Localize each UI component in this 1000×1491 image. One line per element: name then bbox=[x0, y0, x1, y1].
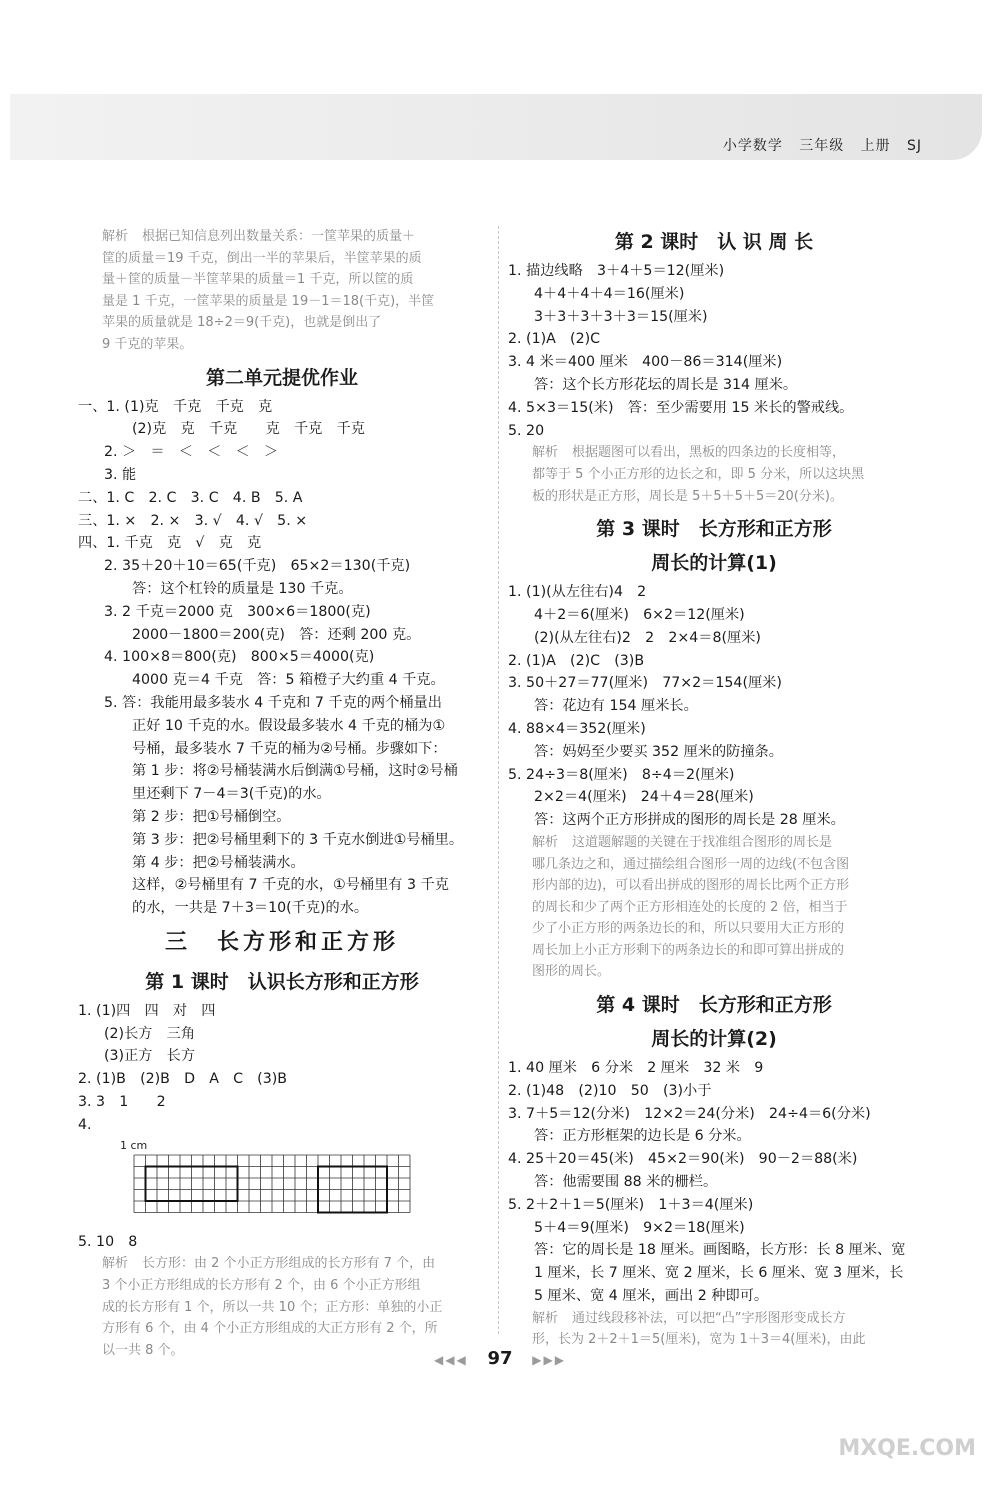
answer-list bbox=[508, 1057, 920, 1308]
answer-line: 5＋4＝9(厘米) 9×2＝18(厘米) bbox=[534, 1219, 745, 1236]
analysis-line bbox=[102, 1253, 486, 1275]
analysis-line bbox=[532, 961, 920, 983]
answer-list bbox=[78, 396, 486, 920]
answer-line: 正好 10 千克的水。假设最多装水 4 千克的桶为① bbox=[132, 717, 446, 734]
answer-line: 4＋2＝6(厘米) 6×2＝12(厘米) bbox=[534, 606, 745, 623]
right-column bbox=[508, 226, 920, 1351]
answer-line: 5. 24÷3＝8(厘米) 8÷4＝2(厘米) bbox=[508, 766, 735, 783]
header-grade: 三年级 bbox=[799, 138, 845, 154]
answer-line: 二、1. C 2. C 3. C 4. B 5. A bbox=[78, 489, 303, 506]
analysis-text: 3 个小正方形组成的长方形有 2 个，由 6 个小正方形组 bbox=[102, 1278, 421, 1294]
watermark: MXQE.COM bbox=[838, 1436, 976, 1461]
analysis-text: 哪几条边之和，通过描绘组合图形一周的边线(不包含图 bbox=[532, 856, 850, 872]
answer-line: 答：妈妈至少要买 352 厘米的防撞条。 bbox=[534, 743, 783, 760]
answer-line: 1. (1)四 四 对 四 bbox=[78, 1002, 216, 1019]
analysis-text: 9 千克的苹果。 bbox=[102, 336, 193, 352]
left-column bbox=[78, 226, 486, 1361]
analysis-note bbox=[508, 1308, 920, 1351]
analysis-text: 根据题图可以看出，黑板的四条边的长度相等， bbox=[572, 445, 846, 461]
answer-line: 2. (1)A (2)C bbox=[508, 331, 601, 348]
answer-line: 一、1. (1)克 千克 千克 克 bbox=[78, 398, 273, 415]
analysis-text: 量是 1 千克，一筐苹果的质量是 19－1＝18(千克)，半筐 bbox=[102, 293, 435, 309]
analysis-label: 解析 bbox=[532, 445, 559, 461]
answer-line: 答：花边有 154 厘米长。 bbox=[534, 698, 698, 715]
analysis-line bbox=[102, 334, 486, 356]
answer-line: 5. 10 8 bbox=[78, 1233, 138, 1250]
answer-line: 5 厘米、宽 4 厘米，画出 2 种即可。 bbox=[534, 1288, 769, 1305]
answer-line: 答：这个长方形花坛的周长是 314 厘米。 bbox=[534, 376, 798, 393]
answer-line: 1 厘米，长 7 厘米、宽 2 厘米，长 6 厘米、宽 3 厘米，长 bbox=[534, 1265, 904, 1282]
answer-line: 的水，一共是 7＋3＝10(千克)的水。 bbox=[132, 900, 369, 917]
answer-list bbox=[508, 581, 920, 832]
analysis-line bbox=[532, 940, 920, 962]
answer-line: 答：这两个正方形拼成的图形的周长是 28 厘米。 bbox=[534, 812, 845, 829]
header-subject-line bbox=[723, 135, 922, 155]
lesson-title: 第 1 课时 认识长方形和正方形 bbox=[145, 970, 419, 993]
analysis-label: 解析 bbox=[532, 834, 559, 850]
lesson-title: 第 2 课时 认 识 周 长 bbox=[614, 231, 814, 253]
answer-line: 3. 3 1 2 bbox=[78, 1094, 166, 1111]
answer-line: 3. 2 千克＝2000 克 300×6＝1800(克) bbox=[104, 603, 371, 620]
answer-line: 4. 5×3＝15(米) 答：至少需要用 15 米长的警戒线。 bbox=[508, 399, 854, 416]
answer-line: 这样，②号桶里有 7 千克的水，①号桶里有 3 千克 bbox=[132, 877, 449, 894]
analysis-text: 少了小正方形的两条边长的和，所以只要用大正方形的 bbox=[532, 921, 845, 937]
answer-line: 5. 2＋2＋1＝5(厘米) 1＋3＝4(厘米) bbox=[508, 1196, 754, 1213]
header-volume: 上册 bbox=[860, 138, 891, 154]
answer-line: 号桶，最多装水 7 千克的桶为②号桶。步骤如下： bbox=[132, 740, 447, 757]
section-title: 第二单元提优作业 bbox=[205, 366, 358, 389]
analysis-line bbox=[102, 312, 486, 334]
analysis-text: 形内部的边)，可以看出拼成的图形的周长比两个正方形 bbox=[532, 878, 850, 894]
answer-list bbox=[78, 1000, 486, 1137]
answer-line: 1. 描边线略 3＋4＋5＝12(厘米) bbox=[508, 263, 725, 279]
header-edition: SJ bbox=[906, 138, 922, 154]
answer-line: 3. 能 bbox=[104, 466, 137, 483]
answer-line: 1. 40 厘米 6 分米 2 厘米 32 米 9 bbox=[508, 1060, 764, 1077]
analysis-text: 量＋筐的质量－半筐苹果的质量＝1 千克，所以筐的质 bbox=[102, 272, 414, 288]
answer-line: 3＋3＋3＋3＋3＝15(厘米) bbox=[534, 308, 708, 325]
answer-line: 4. 25＋20＝45(米) 45×2＝90(米) 90－2＝88(米) bbox=[508, 1151, 858, 1168]
analysis-line bbox=[532, 442, 920, 464]
answer-line: (3)正方 长方 bbox=[104, 1048, 196, 1065]
analysis-label: 解析 bbox=[102, 229, 129, 244]
analysis-note bbox=[78, 226, 486, 356]
answer-line: 5. 20 bbox=[508, 422, 545, 439]
answer-line: 2000－1800＝200(克) 答：还剩 200 克。 bbox=[132, 626, 421, 643]
analysis-text: 成的长方形有 1 个，所以一共 10 个；正方形：单独的小正 bbox=[102, 1299, 443, 1315]
answer-line: 答：正方形框架的边长是 6 分米。 bbox=[534, 1128, 751, 1145]
grid-svg bbox=[118, 1141, 418, 1225]
answer-line: 第 1 步：将②号桶装满水后倒满①号桶，这时②号桶 bbox=[132, 763, 458, 780]
analysis-line bbox=[532, 1308, 920, 1330]
analysis-text: 通过线段移补法，可以把“凸”字形图形变成长方 bbox=[572, 1310, 846, 1326]
analysis-line bbox=[102, 1297, 486, 1319]
answer-line: 3. 50＋27＝77(厘米) 77×2＝154(厘米) bbox=[508, 675, 782, 692]
analysis-note bbox=[508, 832, 920, 983]
analysis-line bbox=[532, 854, 920, 876]
header-subject: 小学数学 bbox=[722, 138, 783, 154]
analysis-text: 苹果的质量就是 18÷2＝9(千克)，也就是倒出了 bbox=[102, 315, 382, 331]
column-divider bbox=[498, 226, 499, 1334]
analysis-line bbox=[532, 918, 920, 940]
analysis-text: 根据已知信息列出数量关系：一筐苹果的质量＋ bbox=[142, 229, 416, 244]
analysis-text: 的周长和少了两个正方形相连处的长度的 2 倍，相当于 bbox=[532, 899, 848, 915]
answer-list bbox=[78, 1231, 486, 1254]
answer-line: (2)(从左往右)2 2 2×4＝8(厘米) bbox=[534, 629, 761, 646]
analysis-label: 解析 bbox=[102, 1256, 129, 1272]
answer-line: 2×2＝4(厘米) 24＋4＝28(厘米) bbox=[534, 789, 754, 806]
answer-line: 2. (1)A (2)C (3)B bbox=[508, 652, 645, 669]
analysis-text: 筐的质量＝19 千克，倒出一半的苹果后，半筐苹果的质 bbox=[102, 250, 422, 266]
answer-line: 3. 7＋5＝12(分米) 12×2＝24(分米) 24÷4＝6(分米) bbox=[508, 1105, 871, 1122]
analysis-line bbox=[102, 248, 486, 270]
answer-line: 3. 4 米＝400 厘米 400－86＝314(厘米) bbox=[508, 354, 783, 371]
answer-line: 4＋4＋4＋4＝16(厘米) bbox=[534, 285, 685, 302]
analysis-text: 形，长为 2＋2＋1＝5(厘米)，宽为 1＋3＝4(厘米)，由此 bbox=[532, 1332, 866, 1348]
analysis-text: 以一共 8 个。 bbox=[102, 1342, 184, 1358]
answer-line: 里还剩下 7－4＝3(千克)的水。 bbox=[132, 786, 331, 803]
answer-list bbox=[508, 260, 920, 442]
analysis-line bbox=[102, 226, 486, 248]
answer-line: 2. (1)B (2)B D A C (3)B bbox=[78, 1071, 288, 1088]
analysis-text: 这道题解题的关键在于找准组合图形的周长是 bbox=[572, 834, 833, 850]
analysis-line bbox=[532, 875, 920, 897]
page-footer bbox=[0, 1348, 1000, 1369]
grid-figure bbox=[118, 1141, 486, 1225]
answer-line: 2. 35＋20＋10＝65(千克) 65×2＝130(千克) bbox=[104, 558, 411, 575]
analysis-text: 图形的周长。 bbox=[532, 964, 611, 980]
analysis-label: 解析 bbox=[532, 1310, 559, 1326]
answer-line: (2)长方 三角 bbox=[104, 1025, 196, 1042]
next-arrows: ▶▶▶ bbox=[532, 1353, 566, 1367]
analysis-note bbox=[508, 442, 920, 507]
prev-arrows: ◀◀◀ bbox=[434, 1353, 468, 1367]
answer-line: 第 3 步：把②号桶里剩下的 3 千克水倒进①号桶里。 bbox=[132, 831, 464, 848]
answer-line: 4000 克＝4 千克 答：5 箱橙子大约重 4 千克。 bbox=[132, 672, 445, 689]
analysis-line bbox=[532, 486, 920, 508]
analysis-note bbox=[78, 1253, 486, 1361]
analysis-line bbox=[102, 291, 486, 313]
answer-line: 第 4 步：把②号桶装满水。 bbox=[132, 854, 305, 871]
analysis-text: 方形有 6 个，由 4 个小正方形组成的大正方形有 2 个，所 bbox=[102, 1321, 438, 1337]
analysis-text: 板的形状是正方形，周长是 5＋5＋5＋5＝20(分米)。 bbox=[532, 488, 843, 504]
analysis-text: 长方形：由 2 个小正方形组成的长方形有 7 个，由 bbox=[142, 1256, 436, 1272]
analysis-line bbox=[532, 464, 920, 486]
answer-line: 2. ＞ ＝ ＜ ＜ ＜ ＞ bbox=[104, 444, 279, 461]
answer-line: (2)克 克 千克 克 千克 千克 bbox=[132, 421, 365, 438]
answer-line: 答：他需要围 88 米的栅栏。 bbox=[534, 1174, 718, 1191]
lesson-subtitle: 周长的计算(1) bbox=[651, 552, 777, 575]
answer-line: 答：这个杠铃的质量是 130 千克。 bbox=[132, 580, 353, 597]
analysis-text: 周长加上小正方形剩下的两条边长的和即可算出拼成的 bbox=[532, 942, 845, 958]
grid-scale-label: 1 cm bbox=[120, 1140, 148, 1152]
analysis-line bbox=[102, 1318, 486, 1340]
unit-title: 三 长方形和正方形 bbox=[164, 929, 399, 955]
answer-line: 答：它的周长是 18 厘米。画图略，长方形：长 8 厘米、宽 bbox=[534, 1242, 906, 1259]
analysis-line bbox=[102, 269, 486, 291]
answer-line: 四、1. 千克 克 √ 克 克 bbox=[78, 535, 262, 552]
analysis-line bbox=[532, 832, 920, 854]
answer-line: 4. 100×8＝800(克) 800×5＝4000(克) bbox=[104, 649, 375, 666]
analysis-line bbox=[532, 897, 920, 919]
lesson-title: 第 4 课时 长方形和正方形 bbox=[596, 994, 832, 1017]
answer-line: 1. (1)(从左往右)4 2 bbox=[508, 584, 647, 601]
answer-line: 2. (1)48 (2)10 50 (3)小于 bbox=[508, 1082, 712, 1099]
analysis-line bbox=[102, 1275, 486, 1297]
answer-line: 4. 88×4＝352(厘米) bbox=[508, 720, 646, 737]
answer-line: 三、1. × 2. × 3. √ 4. √ 5. × bbox=[78, 512, 308, 529]
answer-line: 第 2 步：把①号桶倒空。 bbox=[132, 808, 291, 825]
page-number: 97 bbox=[487, 1348, 513, 1369]
answer-line: 5. 答：我能用最多装水 4 千克和 7 千克的两个桶量出 bbox=[104, 694, 442, 711]
lesson-title: 第 3 课时 长方形和正方形 bbox=[596, 518, 832, 541]
analysis-text: 都等于 5 个小正方形的边长之和，即 5 分米，所以这块黑 bbox=[532, 466, 865, 482]
answer-line: 4. bbox=[78, 1116, 92, 1133]
lesson-subtitle: 周长的计算(2) bbox=[651, 1028, 777, 1051]
